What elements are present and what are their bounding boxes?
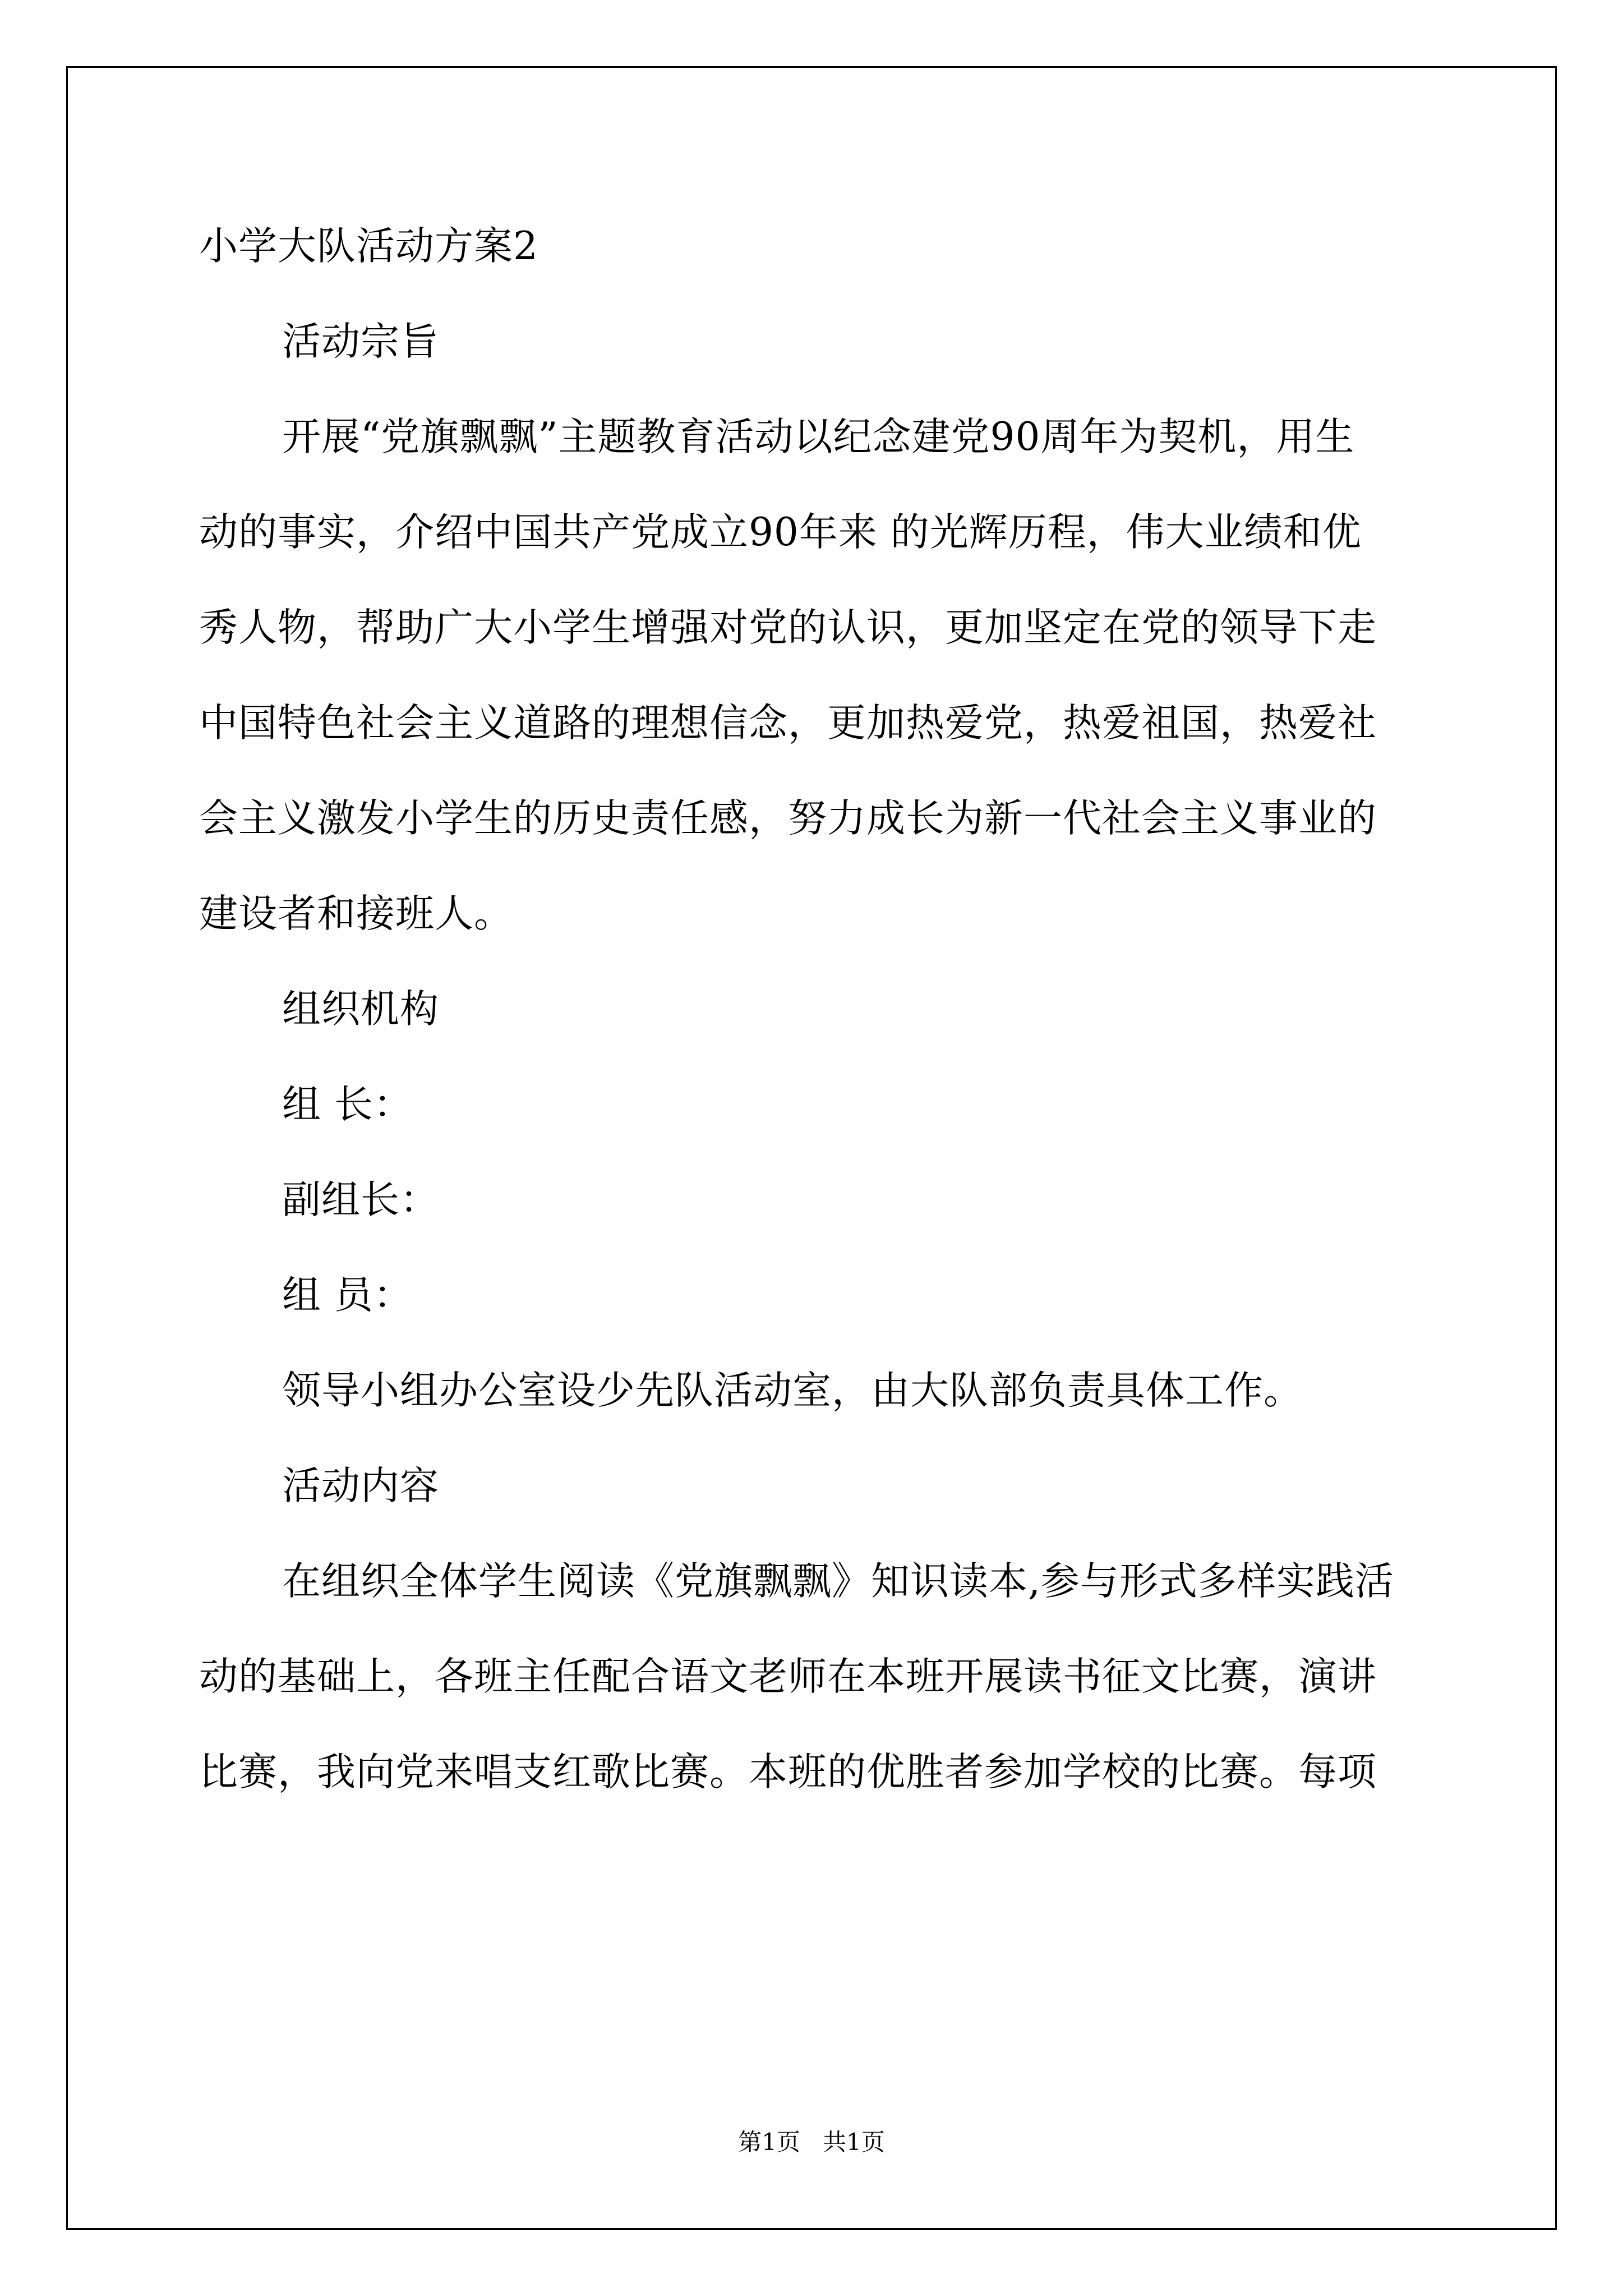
deputy-leader-line: 副组长： — [282, 1177, 439, 1222]
paragraph-line: 建设者和接班人。 — [199, 891, 513, 936]
paragraph-line: 领导小组办公室设少先队活动室，由大队部负责具体工作。 — [282, 1368, 1303, 1413]
section-heading-purpose: 活动宗旨 — [282, 319, 439, 364]
document-body — [199, 222, 1427, 1843]
section-heading-organization: 组织机构 — [282, 987, 439, 1032]
paragraph-line: 动的基础上，各班主任配合语文老师在本班开展读书征文比赛，演讲 — [199, 1654, 1377, 1699]
section-heading-content: 活动内容 — [282, 1464, 439, 1508]
group-leader-line: 组 长： — [282, 1082, 413, 1127]
document-title: 小学大队活动方案2 — [199, 224, 538, 269]
paragraph-line: 中国特色社会主义道路的理想信念，更加热爱党，热爱祖国，热爱社 — [199, 701, 1377, 746]
paragraph-line: 会主义激发小学生的历史责任感，努力成长为新一代社会主义事业的 — [199, 796, 1377, 841]
paragraph-line: 开展“党旗飘飘”主题教育活动以纪念建党90周年为契机，用生 — [282, 415, 1355, 459]
paragraph-line: 动的事实，介绍中国共产党成立90年来 的光辉历程，伟大业绩和优 — [199, 510, 1362, 555]
paragraph-line: 在组织全体学生阅读《党旗飘飘》知识读本,参与形式多样实践活 — [282, 1559, 1394, 1604]
paragraph-line: 秀人物，帮助广大小学生增强对党的认识，更加坚定在党的领导下走 — [199, 605, 1377, 650]
paragraph-line: 比赛，我向党来唱支红歌比赛。本班的优胜者参加学校的比赛。每项 — [199, 1750, 1377, 1795]
group-members-line: 组 员： — [282, 1273, 413, 1318]
page-footer: 第1页 共1页 — [738, 2128, 885, 2156]
